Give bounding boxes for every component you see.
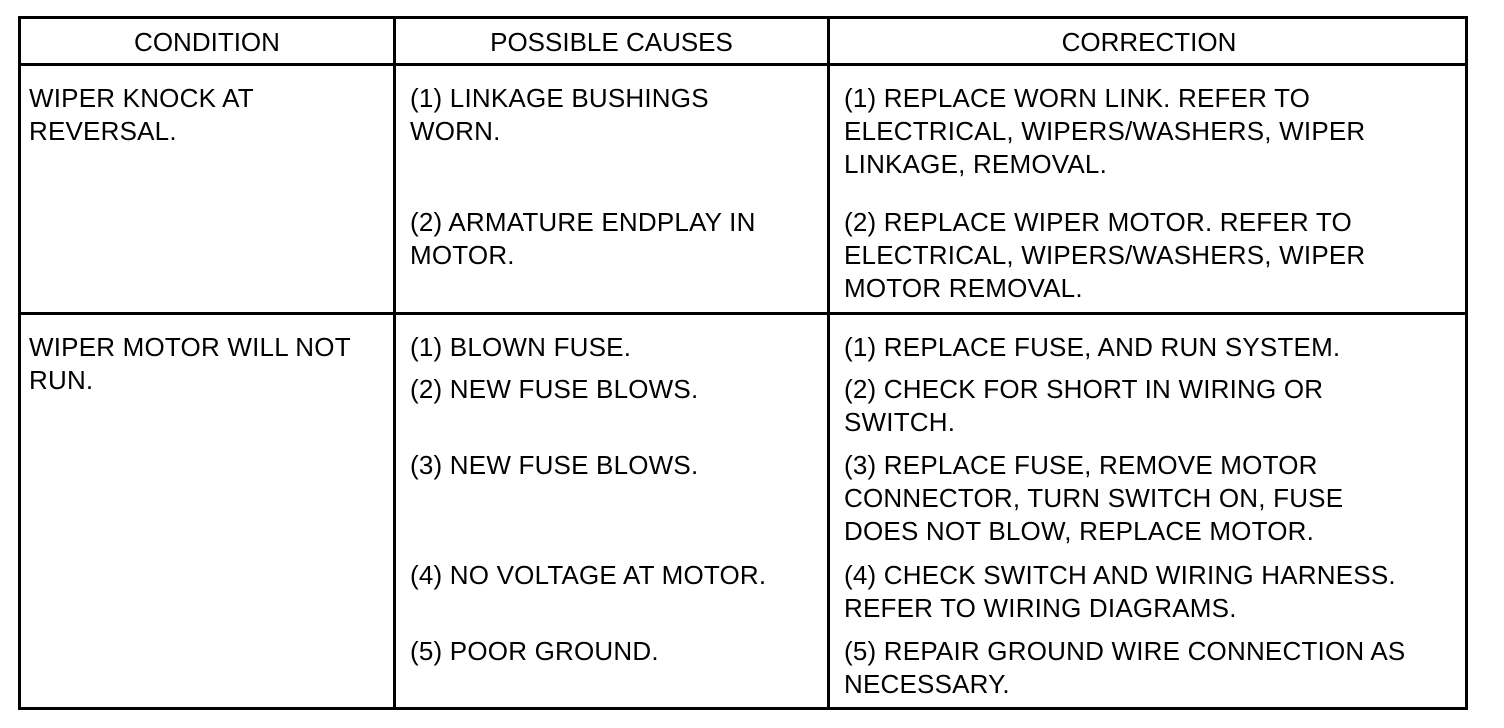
- row-2-cause-2: (2) NEW FUSE BLOWS.: [410, 374, 699, 404]
- column-divider-2: [827, 19, 830, 707]
- row-2-correction-2: (2) CHECK FOR SHORT IN WIRING OR SWITCH.: [844, 374, 1324, 437]
- diagnosis-table: [18, 16, 1468, 710]
- header-divider: [21, 63, 1465, 66]
- row-2-cause-5: (5) POOR GROUND.: [410, 636, 659, 666]
- row-divider: [21, 312, 1465, 315]
- row-2-correction-4: (4) CHECK SWITCH AND WIRING HARNESS. REFER TO WIRING DIAGRAMS.: [844, 560, 1396, 623]
- header-possible-causes: POSSIBLE CAUSES: [490, 27, 733, 57]
- row-2-correction-1: (1) REPLACE FUSE, AND RUN SYSTEM.: [844, 332, 1341, 362]
- row-1-correction-2: (2) REPLACE WIPER MOTOR. REFER TO ELECTRICAL, WIPERS/WASHERS, WIPER MOTOR REMOVAL.: [844, 207, 1366, 303]
- row-2-condition: WIPER MOTOR WILL NOT RUN.: [29, 332, 351, 395]
- header-correction: CORRECTION: [1061, 27, 1237, 57]
- row-1-cause-2: (2) ARMATURE ENDPLAY IN MOTOR.: [410, 207, 756, 270]
- column-divider-1: [393, 19, 396, 707]
- row-2-cause-3: (3) NEW FUSE BLOWS.: [410, 450, 699, 480]
- row-1-correction-1: (1) REPLACE WORN LINK. REFER TO ELECTRICAL, WIPERS/WASHERS, WIPER LINKAGE, REMOVAL.: [844, 83, 1366, 179]
- row-2-correction-5: (5) REPAIR GROUND WIRE CONNECTION AS NECESSARY.: [844, 636, 1406, 699]
- row-2-cause-4: (4) NO VOLTAGE AT MOTOR.: [410, 560, 767, 590]
- header-condition: CONDITION: [134, 27, 280, 57]
- row-2-cause-1: (1) BLOWN FUSE.: [410, 332, 632, 362]
- row-1-cause-1: (1) LINKAGE BUSHINGS WORN.: [410, 83, 709, 146]
- row-1-condition: WIPER KNOCK AT REVERSAL.: [29, 83, 254, 146]
- row-2-correction-3: (3) REPLACE FUSE, REMOVE MOTOR CONNECTOR, TURN SWITCH ON, FUSE DOES NOT BLOW, REPLACE MOTOR.: [844, 450, 1344, 546]
